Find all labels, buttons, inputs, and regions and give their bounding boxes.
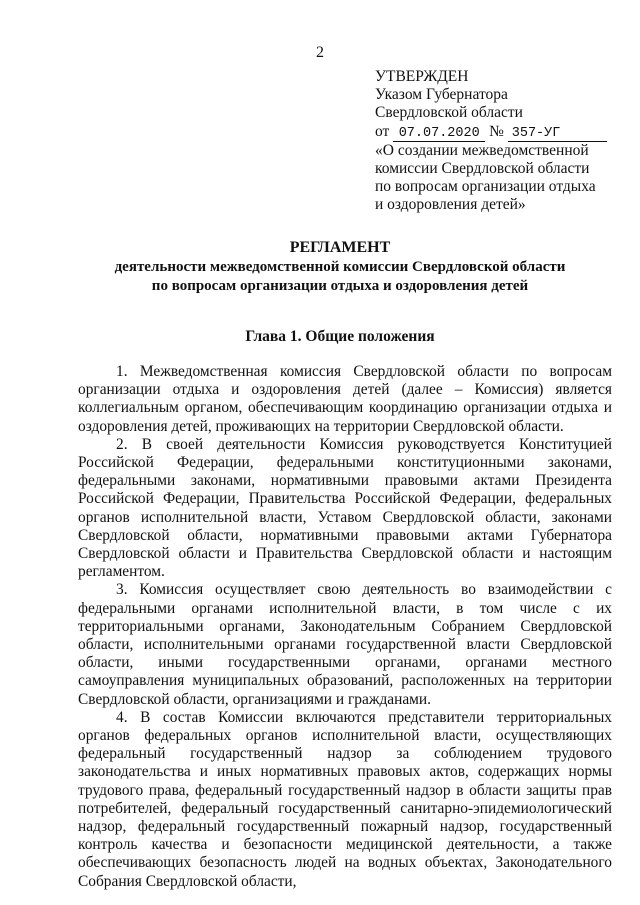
from-label: от bbox=[375, 122, 390, 140]
decree-number: 357-УГ bbox=[508, 126, 607, 142]
title-main: РЕГЛАМЕНТ bbox=[289, 239, 391, 256]
approval-decree-type: Указом Губернатора bbox=[375, 86, 508, 104]
title-line: по вопросам организации отдыха и оздоровления детей bbox=[151, 278, 529, 294]
paragraph: 1. Межведомственная комиссия Свердловской области по вопросам организации отдыха и оздоровления детей (далее – Комиссия) является коллегиальным органом, обеспечивающим координацию организации отдыха и оздоровления детей, проживающих на территории Свердловской области. bbox=[78, 363, 612, 435]
decree-name-line: комиссии Свердловской области bbox=[375, 159, 590, 177]
page-number: 2 bbox=[316, 44, 324, 61]
decree-date: 07.07.2020 bbox=[393, 126, 485, 142]
document-body bbox=[78, 363, 612, 891]
chapter-title: Глава 1. Общие положения bbox=[245, 328, 435, 345]
paragraph: 4. В состав Комиссии включаются представители территориальных органов федеральных органов исполнительной власти, осуществляющих федеральный государственный надзор за соблюдением трудового законодательства и иных нормативных правовых актов, содержащих нормы трудового права, федеральный государственный надзор в области защиты прав потребителей, федеральный государственный санитарно-эпидемиологический надзор, федеральный государственный пожарный надзор, государственный контроль качества и безопасности медицинской деятельности, а также обеспечивающих безопасность людей на водных объектах, Законодательного Собрания Свердловской области, bbox=[78, 708, 612, 890]
decree-name-line: по вопросам организации отдыха bbox=[375, 178, 596, 196]
title-line: деятельности межведомственной комиссии Свердловской области bbox=[114, 259, 566, 275]
approval-date-number bbox=[375, 123, 625, 142]
decree-name-line: и оздоровления детей» bbox=[375, 196, 526, 214]
approval-heading: УТВЕРЖДЕН bbox=[375, 68, 469, 85]
number-label: № bbox=[489, 122, 504, 140]
paragraph: 3. Комиссия осуществляет свою деятельность во взаимодействии с федеральными органами исполнительной власти, в том числе с их территориальными органами, Законодательным Собранием Свердловской области, исполнительными органами государственной власти Свердловской области, иными государственными органами, органами местного самоуправления муниципальных образований, расположенных на территории Свердловской области, организациями и гражданами. bbox=[78, 581, 612, 708]
approval-stamp bbox=[375, 68, 625, 214]
document-title bbox=[60, 238, 620, 296]
paragraph: 2. В своей деятельности Комиссия руководствуется Конституцией Российской Федерации, федеральными конституционными законами, федеральными законами, нормативными правовыми актами Президента Российской Федерации, Правительства Российской Федерации, федеральных органов исполнительной власти, Уставом Свердловской области, законами Свердловской области, нормативными правовыми актами Губернатора Свердловской области и Правительства Свердловской области и настоящим регламентом. bbox=[78, 435, 612, 581]
decree-name-line: «О создании межведомственной bbox=[375, 141, 589, 159]
approval-region: Свердловской области bbox=[375, 104, 523, 122]
